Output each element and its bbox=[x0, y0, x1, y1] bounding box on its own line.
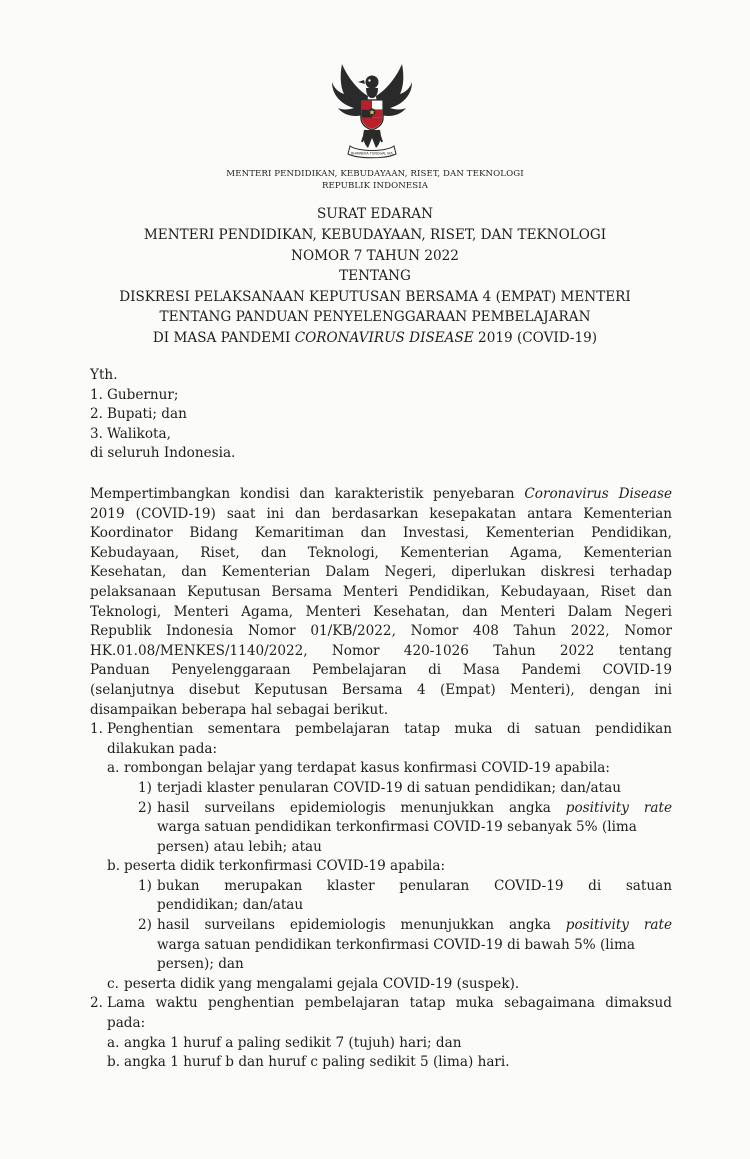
intro-line: Kebudayaan, Riset, dan Teknologi, Kementerian Agama, Kementerian bbox=[90, 544, 672, 561]
intro-line: 2019 (COVID-19) saat ini dan berdasarkan kesepakatan antara Kementerian bbox=[90, 505, 672, 522]
point-1b-1-cont: pendidikan; dan/atau bbox=[157, 897, 304, 914]
doc-issuer: MENTERI PENDIDIKAN, KEBUDAYAAN, RISET, DAN TEKNOLOGI bbox=[143, 227, 607, 243]
addressee-item: 2. Bupati; dan bbox=[90, 406, 187, 423]
intro-line: Kesehatan, dan Kementerian Dalam Negeri, diperlukan diskresi terhadap bbox=[90, 564, 672, 581]
point-1b-2-cont: persen); dan bbox=[157, 956, 244, 973]
point-1a-2-cont: persen) atau lebih; atau bbox=[157, 838, 322, 855]
point-1c: c. peserta didik yang mengalami gejala COVID-19 (suspek). bbox=[107, 975, 520, 992]
point-1a-1: 1) terjadi klaster penularan COVID-19 di satuan pendidikan; dan/atau bbox=[138, 779, 621, 796]
doc-subject-line2: TENTANG PANDUAN PENYELENGGARAAN PEMBELAJARAN bbox=[159, 309, 591, 325]
point-2-line: 2. Lama waktu penghentian pembelajaran tatap muka sebagaimana dimaksud bbox=[90, 995, 672, 1012]
garuda-emblem-icon bbox=[328, 60, 416, 160]
intro-line: HK.01.08/MENKES/1140/2022, Nomor 420-1026 Tahun 2022 tentang bbox=[90, 642, 672, 659]
intro-line: disampaikan beberapa hal sebagai berikut. bbox=[90, 701, 389, 718]
point-2-line: pada: bbox=[107, 1015, 146, 1032]
point-1b: b. peserta didik terkonfirmasi COVID-19 apabila: bbox=[107, 858, 446, 875]
doc-number: NOMOR 7 TAHUN 2022 bbox=[291, 248, 459, 264]
salutation: Yth. bbox=[90, 367, 118, 383]
point-1-line: 1. Penghentian sementara pembelajaran tatap muka di satuan pendidikan bbox=[90, 721, 672, 738]
intro-line: (selanjutnya disebut Keputusan Bersama 4 (Empat) Menteri), dengan ini bbox=[90, 681, 672, 698]
point-2b: b. angka 1 huruf b dan huruf c paling sedikit 5 (lima) hari. bbox=[107, 1054, 510, 1071]
intro-line: Panduan Penyelenggaraan Pembelajaran di Masa Pandemi COVID-19 bbox=[90, 662, 672, 679]
intro-line: pelaksanaan Keputusan Bersama Menteri Pendidikan, Kebudayaan, Riset dan bbox=[90, 583, 672, 600]
doc-subject-line3: DI MASA PANDEMI CORONAVIRUS DISEASE 2019 (COVID-19) bbox=[152, 330, 598, 346]
point-2a: a. angka 1 huruf a paling sedikit 7 (tujuh) hari; dan bbox=[107, 1034, 462, 1051]
intro-line: Republik Indonesia Nomor 01/KB/2022, Nomor 408 Tahun 2022, Nomor bbox=[90, 623, 672, 640]
emblem-motto: BHINNEKA TUNGGAL IKA bbox=[351, 151, 393, 156]
point-1b-2: 2) hasil surveilans epidemiologis menunjukkan angka positivity rate bbox=[138, 917, 672, 934]
point-1a: a. rombongan belajar yang terdapat kasus konfirmasi COVID-19 apabila: bbox=[107, 760, 610, 777]
addressee-block bbox=[90, 366, 672, 464]
point-1a-2-cont: warga satuan pendidikan terkonfirmasi COVID-19 sebanyak 5% (lima bbox=[157, 819, 637, 836]
doc-subject-line1: DISKRESI PELAKSANAAN KEPUTUSAN BERSAMA 4 (EMPAT) MENTERI bbox=[119, 289, 631, 305]
letter-body bbox=[90, 485, 672, 1073]
addressee-item: 3. Walikota, bbox=[90, 425, 171, 442]
intro-line: Koordinator Bidang Kemaritiman dan Investasi, Kementerian Pendidikan, bbox=[90, 525, 672, 542]
point-1b-1: 1) bukan merupakan klaster penularan COVID-19 di satuan bbox=[138, 877, 672, 894]
ministry-name: MENTERI PENDIDIKAN, KEBUDAYAAN, RISET, DAN TEKNOLOGI bbox=[226, 169, 524, 179]
point-1-line: dilakukan pada: bbox=[107, 740, 218, 757]
doc-about-label: TENTANG bbox=[339, 268, 411, 284]
addressee-item: 1. Gubernur; bbox=[90, 386, 179, 403]
point-1b-2-cont: warga satuan pendidikan terkonfirmasi COVID-19 di bawah 5% (lima bbox=[157, 936, 635, 953]
point-1a-2: 2) hasil surveilans epidemiologis menunjukkan angka positivity rate bbox=[138, 799, 672, 816]
intro-line: Mempertimbangkan kondisi dan karakteristik penyebaran Coronavirus Disease bbox=[90, 486, 672, 502]
ministry-country: REPUBLIK INDONESIA bbox=[321, 181, 429, 191]
intro-line: Teknologi, Menteri Agama, Menteri Kesehatan, dan Menteri Dalam Negeri bbox=[90, 603, 672, 620]
addressee-closing: di seluruh Indonesia. bbox=[90, 445, 236, 462]
doc-type: SURAT EDARAN bbox=[316, 206, 434, 222]
